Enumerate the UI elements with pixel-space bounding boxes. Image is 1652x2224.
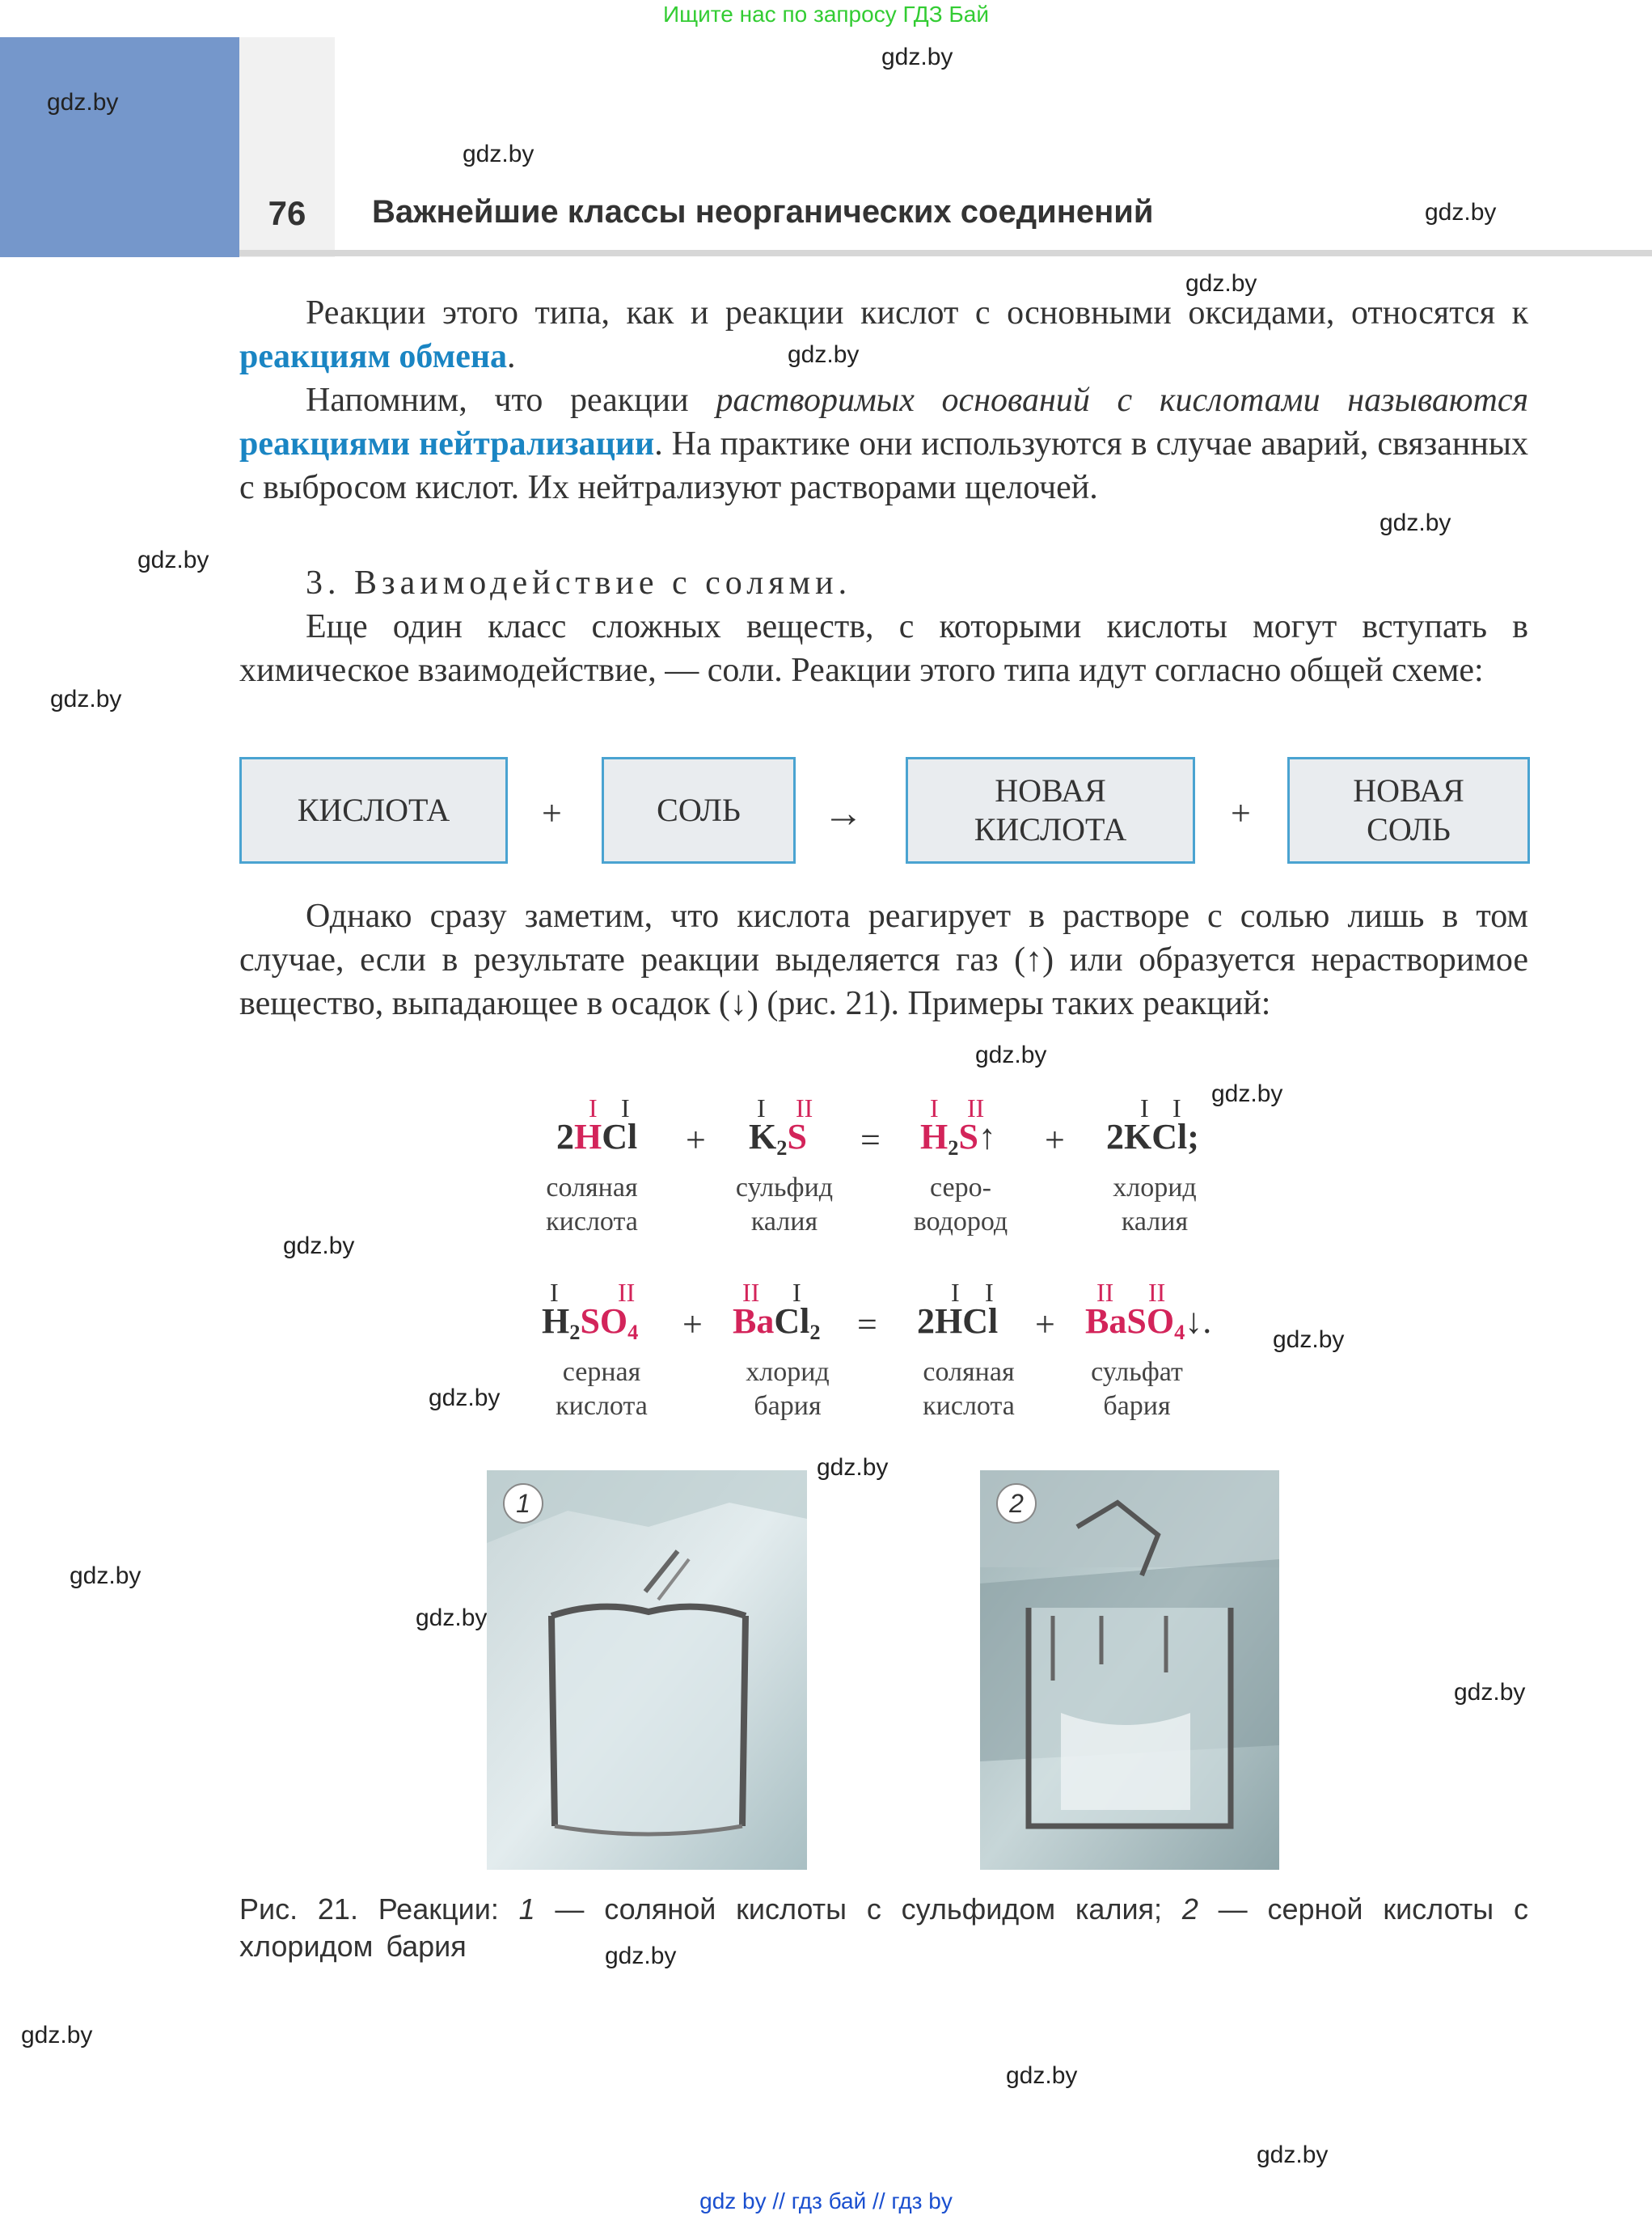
- header-color-block: [0, 37, 239, 257]
- photo-badge-1: 1: [503, 1483, 543, 1524]
- beaker-illustration-1: [487, 1470, 807, 1870]
- scheme-plus: +: [1231, 793, 1251, 833]
- header-divider: [239, 250, 1652, 256]
- scheme-plus: +: [542, 793, 562, 833]
- photo-badge-2: 2: [996, 1483, 1037, 1524]
- paragraph-exchange: Реакции этого типа, как и реакции кислот с основными оксидами, относятся к реакциям обмена.: [239, 294, 1528, 375]
- photo-reaction-2: [980, 1470, 1279, 1870]
- watermark: gdz.by: [21, 2022, 93, 2049]
- top-search-note: Ищите нас по запросу ГДЗ Бай: [662, 2, 990, 27]
- watermark: gdz.by: [881, 44, 953, 70]
- formula-hcl-2: 2HCl: [917, 1301, 999, 1341]
- watermark: gdz.by: [1185, 270, 1257, 297]
- formula-baso4: BaSO$_4$↓.: [1085, 1301, 1212, 1344]
- paragraph-salts: Еще один класс сложных веществ, с которыми кислоты могут вступать в химическое взаимодействие, — соли. Реакции этого типа идут согласно общей схеме:: [239, 608, 1528, 689]
- beaker-illustration-2: [980, 1470, 1279, 1870]
- scheme-arrow: →: [823, 790, 864, 835]
- watermark: gdz.by: [283, 1233, 355, 1259]
- paragraph-neutralization: Напомним, что реакции растворимых оснований с кислотами называются реакциями нейтрализации. На практике они используются в случае аварий, связанных с выбросом кислот. Их нейтрализуют растворами щелочей.: [239, 382, 1529, 506]
- caption-potassium-sulfide: сульфид калия: [735, 1173, 834, 1237]
- watermark: gdz.by: [1211, 1080, 1283, 1107]
- chapter-title: Важнейшие классы неорганических соединений: [372, 194, 1154, 230]
- watermark: gdz.by: [47, 89, 119, 116]
- watermark: gdz.by: [788, 341, 860, 368]
- watermark: gdz.by: [1454, 1679, 1526, 1706]
- formula-k2s: $K_2S$: [749, 1117, 807, 1160]
- caption-barium-chloride: хлорид бария: [746, 1357, 830, 1421]
- watermark: gdz.by: [1425, 199, 1497, 226]
- watermark: gdz.by: [1257, 2142, 1329, 2168]
- photo-reaction-1: [487, 1470, 807, 1870]
- watermark: gdz.by: [975, 1042, 1047, 1068]
- keyword-neutralization: реакциями нейтрализации: [239, 425, 655, 463]
- keyword-exchange: реакциям обмена: [239, 338, 508, 375]
- caption-hydrogen-sulfide: серо- водород: [913, 1173, 1008, 1237]
- scheme-box-new-acid: НОВАЯ КИСЛОТА: [906, 757, 1195, 864]
- caption-hydrochloric-acid: соляная кислота: [546, 1173, 638, 1237]
- scheme-box-salt: СОЛЬ: [602, 757, 796, 864]
- caption-hydrochloric-acid-2: соляная кислота: [923, 1357, 1015, 1421]
- paragraph-conditions: Однако сразу заметим, что кислота реагирует в растворе с солью лишь в том случае, если в результате реакции выделяется газ (↑) или образуется нерастворимое вещество, выпадающее в осадок (↓) (рис. 21). Примеры таких реакций:: [239, 898, 1528, 1022]
- caption-barium-sulfate: сульфат бария: [1091, 1357, 1183, 1421]
- scheme-box-acid: КИСЛОТА: [239, 757, 508, 864]
- watermark: gdz.by: [1006, 2062, 1078, 2089]
- watermark: gdz.by: [416, 1605, 488, 1631]
- caption-sulfuric-acid: серная кислота: [556, 1357, 648, 1421]
- formula-hcl: 2HCl: [556, 1117, 638, 1156]
- watermark: gdz.by: [429, 1385, 501, 1411]
- watermark: gdz.by: [50, 686, 122, 712]
- formula-h2s: $H_2S↑$: [920, 1117, 996, 1160]
- section-heading: 3. Взаимодействие с солями.: [306, 564, 852, 602]
- watermark: gdz.by: [70, 1562, 142, 1589]
- caption-potassium-chloride: хлорид калия: [1113, 1173, 1197, 1237]
- formula-bacl2: BaCl$_2$: [733, 1301, 821, 1344]
- scheme-box-new-salt: НОВАЯ СОЛЬ: [1287, 757, 1530, 864]
- page-number: 76: [268, 194, 306, 232]
- watermark: gdz.by: [1379, 509, 1451, 536]
- watermark: gdz.by: [605, 1943, 677, 1969]
- watermark: gdz.by: [463, 141, 534, 167]
- watermark: gdz.by: [137, 547, 209, 573]
- formula-kcl: 2KCl;: [1106, 1117, 1199, 1156]
- watermark: gdz.by: [1273, 1326, 1345, 1353]
- figure-caption: Рис. 21. Реакции: 1 — соляной кислоты с сульфидом калия; 2 — серной кислоты с хлоридом бария: [239, 1892, 1528, 1963]
- formula-h2so4: $H_2SO_4$: [542, 1301, 639, 1344]
- footer-links: gdz by // гдз бай // гдз by: [699, 2188, 953, 2213]
- watermark: gdz.by: [817, 1454, 889, 1481]
